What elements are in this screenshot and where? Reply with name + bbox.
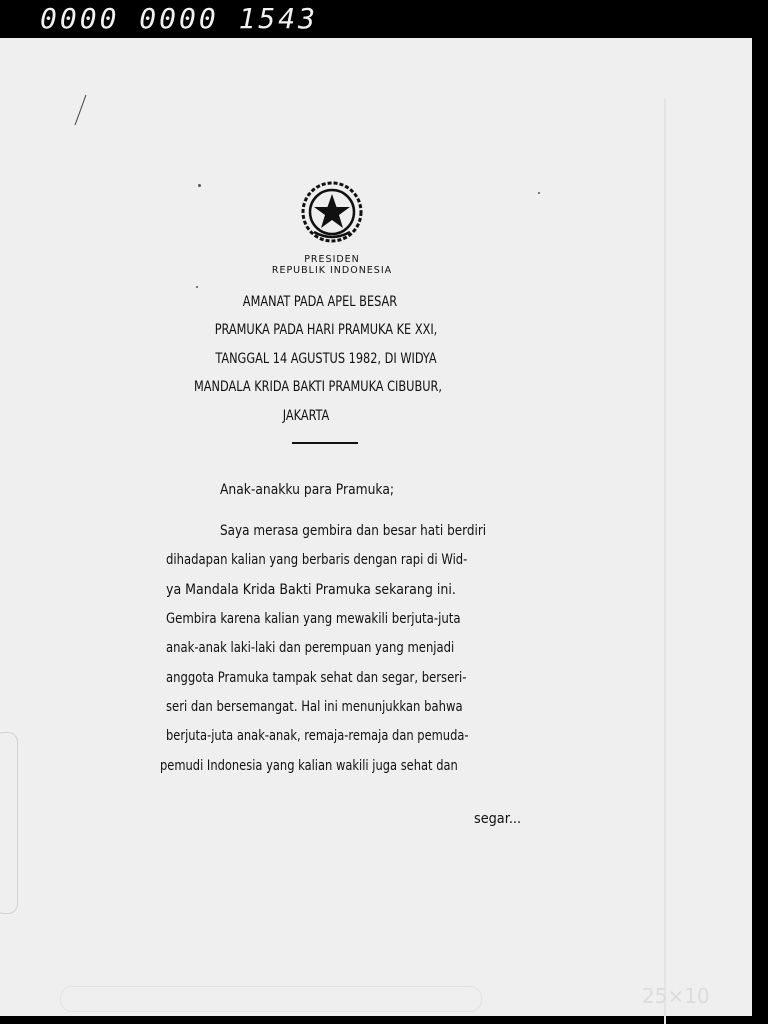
film-speck — [198, 184, 201, 187]
paragraph-line: berjuta-juta anak-anak, remaja-remaja dan pemuda- — [166, 728, 469, 744]
paragraph-line: Saya merasa gembira dan besar hati berdiri — [220, 523, 487, 539]
title-line: TANGGAL 14 AGUSTUS 1982, DI WIDYA — [215, 351, 437, 367]
paragraph-line: anak-anak laki-laki dan perempuan yang menjadi — [166, 640, 455, 656]
film-scratch — [75, 95, 87, 125]
film-bottom-strip — [60, 986, 482, 1012]
letterhead-line-1: PRESIDEN — [304, 254, 360, 265]
letterhead-line-2: REPUBLIK INDONESIA — [271, 265, 393, 276]
salutation: Anak-anakku para Pramuka; — [220, 482, 395, 498]
letterhead-org — [232, 254, 432, 276]
star-emblem-icon — [300, 180, 364, 244]
film-speck — [538, 192, 540, 194]
title-line: PRAMUKA PADA HARI PRAMUKA KE XXI, — [214, 322, 438, 338]
paragraph-line: seri dan bersemangat. Hal ini menunjukkan bahwa — [166, 699, 463, 715]
paragraph-line: dihadapan kalian yang berbaris dengan rapi di Wid- — [166, 552, 468, 568]
document-page — [0, 38, 752, 1016]
title-line: MANDALA KRIDA BAKTI PRAMUKA CIBUBUR, — [193, 379, 443, 395]
paragraph-line: Gembira karena kalian yang mewakili berjuta-juta — [166, 611, 461, 627]
paragraph-line: anggota Pramuka tampak sehat dan segar, berseri- — [166, 670, 467, 686]
film-bottom-mark: 25×10 — [642, 984, 710, 1008]
film-frame-number: 0000 0000 1543 — [40, 2, 319, 35]
paragraph-line: ya Mandala Krida Bakti Pramuka sekarang ini. — [166, 582, 456, 598]
title-line: JAKARTA — [282, 408, 330, 424]
film-speck — [196, 286, 198, 288]
film-edge-mark — [0, 732, 18, 914]
page-crease-line — [664, 98, 666, 1024]
title-underline — [292, 442, 358, 444]
paragraph-line: pemudi Indonesia yang kalian wakili juga sehat dan — [160, 758, 458, 774]
title-line: AMANAT PADA APEL BESAR — [242, 294, 398, 310]
continuation-marker: segar... — [474, 811, 522, 827]
